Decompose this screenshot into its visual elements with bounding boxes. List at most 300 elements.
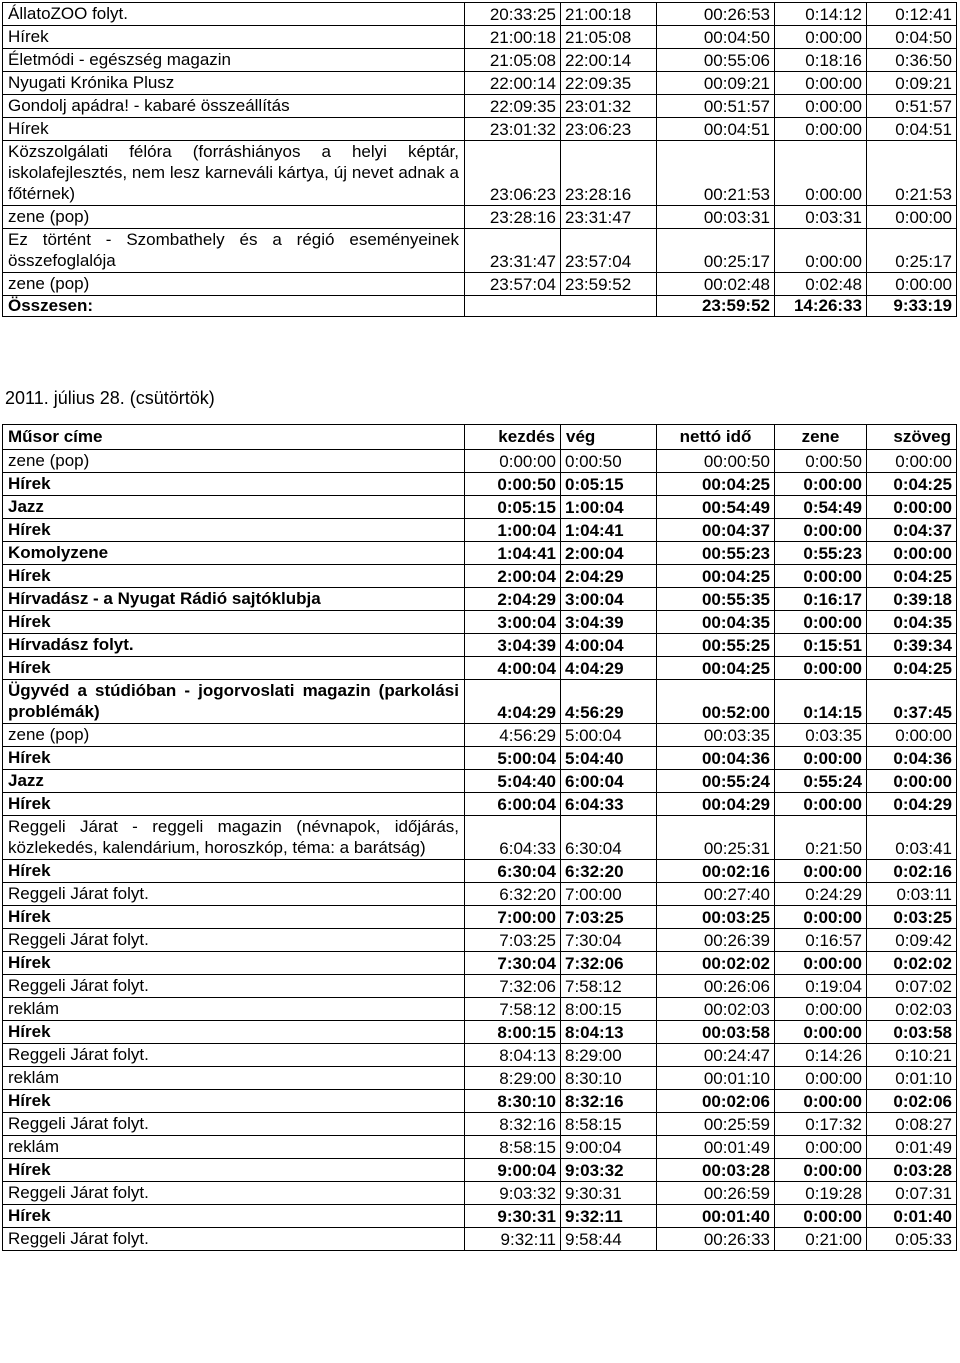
- net-duration: 00:55:24: [657, 770, 775, 793]
- text-duration: 0:04:29: [867, 793, 957, 816]
- table-row: [3, 1136, 957, 1159]
- program-title: Hírvadász folyt.: [3, 634, 465, 657]
- text-duration: 0:03:28: [867, 1159, 957, 1182]
- start-time: 6:04:33: [465, 816, 561, 860]
- start-time: 23:28:16: [465, 206, 561, 229]
- music-duration: 0:21:00: [775, 1228, 867, 1251]
- total-net: 23:59:52: [657, 296, 775, 317]
- total-text: 9:33:19: [867, 296, 957, 317]
- start-time: 7:00:00: [465, 906, 561, 929]
- net-duration: 00:25:59: [657, 1113, 775, 1136]
- end-time: 23:59:52: [561, 273, 657, 296]
- end-time: 1:04:41: [561, 519, 657, 542]
- music-duration: 0:00:00: [775, 72, 867, 95]
- program-title: Hírek: [3, 860, 465, 883]
- net-duration: 00:04:29: [657, 793, 775, 816]
- net-duration: 00:55:35: [657, 588, 775, 611]
- end-time: 6:04:33: [561, 793, 657, 816]
- text-duration: 0:02:02: [867, 952, 957, 975]
- music-duration: 0:00:50: [775, 450, 867, 473]
- end-time: 2:04:29: [561, 565, 657, 588]
- end-time: 6:32:20: [561, 860, 657, 883]
- net-duration: 00:26:59: [657, 1182, 775, 1205]
- program-title: Hírek: [3, 1159, 465, 1182]
- net-duration: 00:24:47: [657, 1044, 775, 1067]
- table-row: [3, 206, 957, 229]
- start-time: 6:30:04: [465, 860, 561, 883]
- start-time: 8:58:15: [465, 1136, 561, 1159]
- end-time: 8:04:13: [561, 1021, 657, 1044]
- text-duration: 0:00:00: [867, 450, 957, 473]
- total-row: [3, 296, 957, 317]
- program-title: Reggeli Járat - reggeli magazin (névnapok, időjárás, közlekedés, kalendárium, horoszkóp, téma: a barátság): [3, 816, 465, 860]
- music-duration: 0:00:00: [775, 565, 867, 588]
- program-title: Hírek: [3, 26, 465, 49]
- table-row: [3, 141, 957, 206]
- music-duration: 0:00:00: [775, 141, 867, 206]
- table-row: [3, 975, 957, 998]
- program-title: Hírek: [3, 747, 465, 770]
- text-duration: 0:00:00: [867, 724, 957, 747]
- music-duration: 0:16:57: [775, 929, 867, 952]
- text-duration: 0:01:49: [867, 1136, 957, 1159]
- table-row: [3, 883, 957, 906]
- program-title: Reggeli Járat folyt.: [3, 1044, 465, 1067]
- music-duration: 0:19:28: [775, 1182, 867, 1205]
- text-duration: 0:39:34: [867, 634, 957, 657]
- program-title: Hírek: [3, 473, 465, 496]
- table-row: [3, 680, 957, 724]
- start-time: 9:32:11: [465, 1228, 561, 1251]
- net-duration: 00:01:10: [657, 1067, 775, 1090]
- end-time: 9:00:04: [561, 1136, 657, 1159]
- net-duration: 00:02:03: [657, 998, 775, 1021]
- text-duration: 0:03:25: [867, 906, 957, 929]
- end-time: 23:31:47: [561, 206, 657, 229]
- start-time: 8:30:10: [465, 1090, 561, 1113]
- table-row: [3, 519, 957, 542]
- program-title: Életmódi - egészség magazin: [3, 49, 465, 72]
- music-duration: 0:00:00: [775, 473, 867, 496]
- header-end: vég: [561, 425, 657, 450]
- net-duration: 00:26:53: [657, 3, 775, 26]
- music-duration: 0:17:32: [775, 1113, 867, 1136]
- start-time: 7:58:12: [465, 998, 561, 1021]
- previous-day-table: [2, 2, 957, 317]
- table-row: [3, 1044, 957, 1067]
- text-duration: 0:04:25: [867, 657, 957, 680]
- net-duration: 00:04:35: [657, 611, 775, 634]
- start-time: 0:00:50: [465, 473, 561, 496]
- net-duration: 00:25:31: [657, 816, 775, 860]
- net-duration: 00:02:48: [657, 273, 775, 296]
- end-time: 23:01:32: [561, 95, 657, 118]
- start-time: 2:04:29: [465, 588, 561, 611]
- text-duration: 0:00:00: [867, 273, 957, 296]
- music-duration: 0:00:00: [775, 519, 867, 542]
- table-row: [3, 816, 957, 860]
- text-duration: 0:09:42: [867, 929, 957, 952]
- end-time: 1:00:04: [561, 496, 657, 519]
- table-row: [3, 72, 957, 95]
- music-duration: 0:00:00: [775, 860, 867, 883]
- start-time: 8:00:15: [465, 1021, 561, 1044]
- net-duration: 00:26:39: [657, 929, 775, 952]
- program-title: ÁllatoZOO folyt.: [3, 3, 465, 26]
- program-title: Hírek: [3, 1090, 465, 1113]
- net-duration: 00:04:25: [657, 473, 775, 496]
- program-title: Hírek: [3, 906, 465, 929]
- text-duration: 0:07:31: [867, 1182, 957, 1205]
- header-start: kezdés: [465, 425, 561, 450]
- text-duration: 0:04:37: [867, 519, 957, 542]
- end-time: 8:00:15: [561, 998, 657, 1021]
- text-duration: 0:00:00: [867, 496, 957, 519]
- table-row: [3, 634, 957, 657]
- total-empty-cell: [465, 296, 657, 317]
- end-time: 22:09:35: [561, 72, 657, 95]
- net-duration: 00:04:50: [657, 26, 775, 49]
- end-time: 4:04:29: [561, 657, 657, 680]
- net-duration: 00:04:37: [657, 519, 775, 542]
- start-time: 23:06:23: [465, 141, 561, 206]
- net-duration: 00:03:35: [657, 724, 775, 747]
- text-duration: 0:04:51: [867, 118, 957, 141]
- date-heading: 2011. július 28. (csütörtök): [5, 388, 215, 408]
- end-time: 8:29:00: [561, 1044, 657, 1067]
- end-time: 3:04:39: [561, 611, 657, 634]
- program-title: Hírek: [3, 1205, 465, 1228]
- music-duration: 0:55:24: [775, 770, 867, 793]
- net-duration: 00:52:00: [657, 680, 775, 724]
- end-time: 7:58:12: [561, 975, 657, 998]
- end-time: 5:00:04: [561, 724, 657, 747]
- net-duration: 00:03:25: [657, 906, 775, 929]
- table-row: [3, 724, 957, 747]
- program-title: Hírek: [3, 565, 465, 588]
- music-duration: 0:00:00: [775, 998, 867, 1021]
- text-duration: 0:37:45: [867, 680, 957, 724]
- net-duration: 00:01:40: [657, 1205, 775, 1228]
- table-row: [3, 26, 957, 49]
- table-row: [3, 770, 957, 793]
- end-time: 7:30:04: [561, 929, 657, 952]
- start-time: 9:30:31: [465, 1205, 561, 1228]
- net-duration: 00:26:06: [657, 975, 775, 998]
- net-duration: 00:04:25: [657, 657, 775, 680]
- end-time: 0:05:15: [561, 473, 657, 496]
- end-time: 7:03:25: [561, 906, 657, 929]
- header-title: Műsor címe: [3, 425, 465, 450]
- music-duration: 0:14:26: [775, 1044, 867, 1067]
- music-duration: 0:14:15: [775, 680, 867, 724]
- start-time: 6:32:20: [465, 883, 561, 906]
- program-title: Reggeli Járat folyt.: [3, 929, 465, 952]
- start-time: 9:03:32: [465, 1182, 561, 1205]
- text-duration: 0:05:33: [867, 1228, 957, 1251]
- music-duration: 0:00:00: [775, 611, 867, 634]
- table-row: [3, 657, 957, 680]
- table-row: [3, 565, 957, 588]
- net-duration: 00:26:33: [657, 1228, 775, 1251]
- net-duration: 00:55:23: [657, 542, 775, 565]
- start-time: 9:00:04: [465, 1159, 561, 1182]
- text-duration: 0:51:57: [867, 95, 957, 118]
- end-time: 21:05:08: [561, 26, 657, 49]
- header-text: szöveg: [867, 425, 957, 450]
- text-duration: 0:08:27: [867, 1113, 957, 1136]
- table-row: [3, 1159, 957, 1182]
- music-duration: 0:00:00: [775, 1090, 867, 1113]
- program-title: Reggeli Járat folyt.: [3, 1182, 465, 1205]
- table-row: [3, 542, 957, 565]
- end-time: 23:57:04: [561, 229, 657, 273]
- net-duration: 00:55:06: [657, 49, 775, 72]
- music-duration: 0:00:00: [775, 657, 867, 680]
- start-time: 3:04:39: [465, 634, 561, 657]
- table-row: [3, 611, 957, 634]
- start-time: 5:00:04: [465, 747, 561, 770]
- program-title: zene (pop): [3, 273, 465, 296]
- text-duration: 0:03:11: [867, 883, 957, 906]
- start-time: 3:00:04: [465, 611, 561, 634]
- text-duration: 0:07:02: [867, 975, 957, 998]
- table-row: [3, 49, 957, 72]
- start-time: 7:30:04: [465, 952, 561, 975]
- program-title: Reggeli Járat folyt.: [3, 1228, 465, 1251]
- start-time: 1:04:41: [465, 542, 561, 565]
- music-duration: 0:00:00: [775, 118, 867, 141]
- table-row: [3, 929, 957, 952]
- text-duration: 0:02:16: [867, 860, 957, 883]
- music-duration: 0:00:00: [775, 906, 867, 929]
- end-time: 2:00:04: [561, 542, 657, 565]
- table-row: [3, 998, 957, 1021]
- net-duration: 00:03:58: [657, 1021, 775, 1044]
- music-duration: 0:00:00: [775, 1205, 867, 1228]
- table-row: [3, 496, 957, 519]
- start-time: 2:00:04: [465, 565, 561, 588]
- text-duration: 0:04:36: [867, 747, 957, 770]
- music-duration: 0:21:50: [775, 816, 867, 860]
- program-title: reklám: [3, 998, 465, 1021]
- music-duration: 0:00:00: [775, 95, 867, 118]
- table-row: [3, 793, 957, 816]
- start-time: 20:33:25: [465, 3, 561, 26]
- text-duration: 0:02:03: [867, 998, 957, 1021]
- start-time: 22:00:14: [465, 72, 561, 95]
- end-time: 23:06:23: [561, 118, 657, 141]
- text-duration: 0:00:00: [867, 542, 957, 565]
- music-duration: 0:00:00: [775, 1136, 867, 1159]
- program-title: zene (pop): [3, 450, 465, 473]
- text-duration: 0:00:00: [867, 770, 957, 793]
- music-duration: 0:00:00: [775, 1159, 867, 1182]
- table-row: [3, 450, 957, 473]
- previous-day-table-body: [3, 3, 957, 296]
- table-row: [3, 1090, 957, 1113]
- start-time: 7:03:25: [465, 929, 561, 952]
- start-time: 0:00:00: [465, 450, 561, 473]
- end-time: 21:00:18: [561, 3, 657, 26]
- start-time: 8:32:16: [465, 1113, 561, 1136]
- table-row: [3, 3, 957, 26]
- table-row: [3, 229, 957, 273]
- end-time: 8:30:10: [561, 1067, 657, 1090]
- text-duration: 0:21:53: [867, 141, 957, 206]
- end-time: 5:04:40: [561, 747, 657, 770]
- net-duration: 00:04:51: [657, 118, 775, 141]
- start-time: 23:01:32: [465, 118, 561, 141]
- program-title: Hírek: [3, 1021, 465, 1044]
- text-duration: 0:01:10: [867, 1067, 957, 1090]
- total-music: 14:26:33: [775, 296, 867, 317]
- end-time: 9:30:31: [561, 1182, 657, 1205]
- header-music: zene: [775, 425, 867, 450]
- end-time: 8:58:15: [561, 1113, 657, 1136]
- net-duration: 00:21:53: [657, 141, 775, 206]
- start-time: 5:04:40: [465, 770, 561, 793]
- program-title: Hírek: [3, 118, 465, 141]
- program-title: Hírek: [3, 657, 465, 680]
- net-duration: 00:02:02: [657, 952, 775, 975]
- net-duration: 00:01:49: [657, 1136, 775, 1159]
- program-title: reklám: [3, 1067, 465, 1090]
- text-duration: 0:39:18: [867, 588, 957, 611]
- program-title: Ez történt - Szombathely és a régió eseményeinek összefoglalója: [3, 229, 465, 273]
- table-row: [3, 95, 957, 118]
- end-time: 4:00:04: [561, 634, 657, 657]
- net-duration: 00:09:21: [657, 72, 775, 95]
- table-row: [3, 473, 957, 496]
- program-title: zene (pop): [3, 724, 465, 747]
- net-duration: 00:54:49: [657, 496, 775, 519]
- start-time: 6:00:04: [465, 793, 561, 816]
- program-title: Hírek: [3, 519, 465, 542]
- net-duration: 00:25:17: [657, 229, 775, 273]
- music-duration: 0:03:35: [775, 724, 867, 747]
- music-duration: 0:18:16: [775, 49, 867, 72]
- text-duration: 0:04:25: [867, 565, 957, 588]
- net-duration: 00:03:28: [657, 1159, 775, 1182]
- music-duration: 0:55:23: [775, 542, 867, 565]
- text-duration: 0:10:21: [867, 1044, 957, 1067]
- program-title: Gondolj apádra! - kabaré összeállítás: [3, 95, 465, 118]
- end-time: 9:58:44: [561, 1228, 657, 1251]
- end-time: 7:00:00: [561, 883, 657, 906]
- text-duration: 0:25:17: [867, 229, 957, 273]
- table-row: [3, 952, 957, 975]
- program-title: Nyugati Krónika Plusz: [3, 72, 465, 95]
- music-duration: 0:14:12: [775, 3, 867, 26]
- net-duration: 00:00:50: [657, 450, 775, 473]
- program-title: Ügyvéd a stúdióban - jogorvoslati magazin (parkolási problémák): [3, 680, 465, 724]
- start-time: 0:05:15: [465, 496, 561, 519]
- net-duration: 00:51:57: [657, 95, 775, 118]
- program-title: Reggeli Járat folyt.: [3, 975, 465, 998]
- net-duration: 00:04:25: [657, 565, 775, 588]
- table-row: [3, 588, 957, 611]
- end-time: 8:32:16: [561, 1090, 657, 1113]
- table-row: [3, 1205, 957, 1228]
- text-duration: 0:09:21: [867, 72, 957, 95]
- text-duration: 0:03:58: [867, 1021, 957, 1044]
- program-title: zene (pop): [3, 206, 465, 229]
- start-time: 23:31:47: [465, 229, 561, 273]
- end-time: 6:30:04: [561, 816, 657, 860]
- table-row: [3, 1182, 957, 1205]
- end-time: 4:56:29: [561, 680, 657, 724]
- music-duration: 0:15:51: [775, 634, 867, 657]
- start-time: 4:00:04: [465, 657, 561, 680]
- music-duration: 0:00:00: [775, 1067, 867, 1090]
- end-time: 0:00:50: [561, 450, 657, 473]
- table-row: [3, 1228, 957, 1251]
- program-title: Jazz: [3, 496, 465, 519]
- start-time: 21:00:18: [465, 26, 561, 49]
- music-duration: 0:24:29: [775, 883, 867, 906]
- net-duration: 00:27:40: [657, 883, 775, 906]
- music-duration: 0:00:00: [775, 229, 867, 273]
- net-duration: 00:03:31: [657, 206, 775, 229]
- program-title: Hírek: [3, 611, 465, 634]
- table-row: [3, 273, 957, 296]
- net-duration: 00:55:25: [657, 634, 775, 657]
- schedule-table-body: [3, 450, 957, 1251]
- table-row: [3, 118, 957, 141]
- start-time: 23:57:04: [465, 273, 561, 296]
- music-duration: 0:00:00: [775, 793, 867, 816]
- text-duration: 0:36:50: [867, 49, 957, 72]
- net-duration: 00:02:06: [657, 1090, 775, 1113]
- music-duration: 0:16:17: [775, 588, 867, 611]
- start-time: 21:05:08: [465, 49, 561, 72]
- schedule-table: [2, 424, 957, 1251]
- end-time: 23:28:16: [561, 141, 657, 206]
- start-time: 8:29:00: [465, 1067, 561, 1090]
- program-title: Jazz: [3, 770, 465, 793]
- program-title: Reggeli Járat folyt.: [3, 883, 465, 906]
- table-row: [3, 1067, 957, 1090]
- end-time: 9:32:11: [561, 1205, 657, 1228]
- table-row: [3, 747, 957, 770]
- music-duration: 0:00:00: [775, 26, 867, 49]
- table-row: [3, 906, 957, 929]
- music-duration: 0:03:31: [775, 206, 867, 229]
- text-duration: 0:12:41: [867, 3, 957, 26]
- text-duration: 0:02:06: [867, 1090, 957, 1113]
- text-duration: 0:03:41: [867, 816, 957, 860]
- text-duration: 0:04:25: [867, 473, 957, 496]
- total-label: Összesen:: [3, 296, 465, 317]
- music-duration: 0:00:00: [775, 1021, 867, 1044]
- net-duration: 00:02:16: [657, 860, 775, 883]
- table-row: [3, 1021, 957, 1044]
- start-time: 1:00:04: [465, 519, 561, 542]
- net-duration: 00:04:36: [657, 747, 775, 770]
- end-time: 7:32:06: [561, 952, 657, 975]
- start-time: 22:09:35: [465, 95, 561, 118]
- program-title: Reggeli Járat folyt.: [3, 1113, 465, 1136]
- music-duration: 0:02:48: [775, 273, 867, 296]
- text-duration: 0:00:00: [867, 206, 957, 229]
- music-duration: 0:00:00: [775, 952, 867, 975]
- header-row: [3, 425, 957, 450]
- program-title: Komolyzene: [3, 542, 465, 565]
- program-title: Hírvadász - a Nyugat Rádió sajtóklubja: [3, 588, 465, 611]
- end-time: 22:00:14: [561, 49, 657, 72]
- music-duration: 0:00:00: [775, 747, 867, 770]
